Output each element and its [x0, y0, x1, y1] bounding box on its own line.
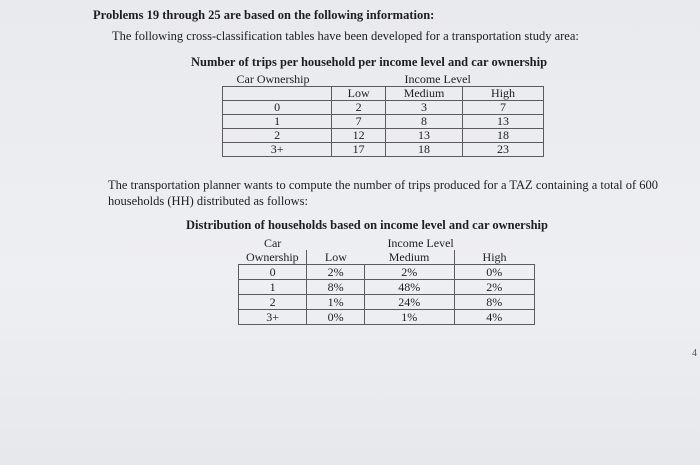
table1-cell: 18	[463, 129, 544, 143]
table2-column-header-row	[239, 250, 535, 265]
table1-column-header-row	[223, 87, 544, 101]
table1-col-header: Medium	[385, 87, 462, 101]
table1-row	[223, 143, 544, 157]
table1-col-header: Low	[332, 87, 386, 101]
table2-col-header: Low	[307, 250, 365, 265]
table2-cell: 2%	[307, 265, 365, 280]
table1-header-blank	[223, 87, 332, 101]
table1-cell: 13	[463, 115, 544, 129]
table2-cell: 8%	[307, 280, 365, 295]
table1-group-header-row	[223, 73, 544, 87]
table1-cell: 7	[332, 115, 386, 129]
table1-cell: 13	[385, 129, 462, 143]
table1-cell: 8	[385, 115, 462, 129]
table2-row	[239, 265, 535, 280]
household-distribution-table	[238, 236, 535, 325]
table2-title: Distribution of households based on income level and car ownership	[186, 218, 548, 232]
table2-row	[239, 280, 535, 295]
table1-row-label: 1	[223, 115, 332, 129]
table1-col-header: High	[463, 87, 544, 101]
planner-paragraph: The transportation planner wants to compute the number of trips produced for a TAZ containing a total of 600 households (HH) distributed as follows:	[108, 178, 659, 208]
table2-group-label: Income Level	[387, 236, 454, 250]
table2-cell: 0%	[307, 310, 365, 325]
table1-row-label: 2	[223, 129, 332, 143]
table2-row-label: 3+	[239, 310, 307, 325]
table1-cell: 2	[332, 101, 386, 115]
table2-corner-label-bottom: Ownership	[239, 250, 307, 265]
table1-cell: 18	[385, 143, 462, 157]
table1-group-label: Income Level	[404, 72, 471, 86]
table1-cell: 7	[463, 101, 544, 115]
table2-corner-label-top: Car	[263, 236, 282, 250]
table1-row	[223, 115, 544, 129]
table1-row-label: 0	[223, 101, 332, 115]
table2-row-label: 0	[239, 265, 307, 280]
table1-corner-label: Car Ownership	[236, 72, 310, 86]
table1-cell: 23	[463, 143, 544, 157]
table1-cell: 17	[332, 143, 386, 157]
table2-cell: 2%	[454, 280, 534, 295]
table1-cell: 12	[332, 129, 386, 143]
table2-row-label: 2	[239, 295, 307, 310]
table2-row-label: 1	[239, 280, 307, 295]
table1-row	[223, 129, 544, 143]
table2-row	[239, 295, 535, 310]
table1-cell: 3	[385, 101, 462, 115]
table2-cell: 4%	[454, 310, 534, 325]
table1-row-label: 3+	[223, 143, 332, 157]
page-number: 4	[692, 348, 697, 359]
table2-cell: 24%	[365, 295, 455, 310]
trips-per-household-table	[222, 73, 544, 157]
intro-text: The following cross-classification tables have been developed for a transportation study area:	[112, 29, 579, 43]
table2-cell: 0%	[454, 265, 534, 280]
problem-heading: Problems 19 through 25 are based on the following information:	[93, 8, 435, 22]
table2-cell: 8%	[454, 295, 534, 310]
table2-row	[239, 310, 535, 325]
table2-cell: 1%	[307, 295, 365, 310]
table2-cell: 2%	[365, 265, 455, 280]
table1-title: Number of trips per household per income level and car ownership	[191, 55, 548, 69]
table2-cell: 48%	[365, 280, 455, 295]
table2-group-header-row	[239, 236, 535, 250]
table2-col-header: Medium	[365, 250, 455, 265]
table2-col-header: High	[454, 250, 534, 265]
table1-row	[223, 101, 544, 115]
table2-cell: 1%	[365, 310, 455, 325]
